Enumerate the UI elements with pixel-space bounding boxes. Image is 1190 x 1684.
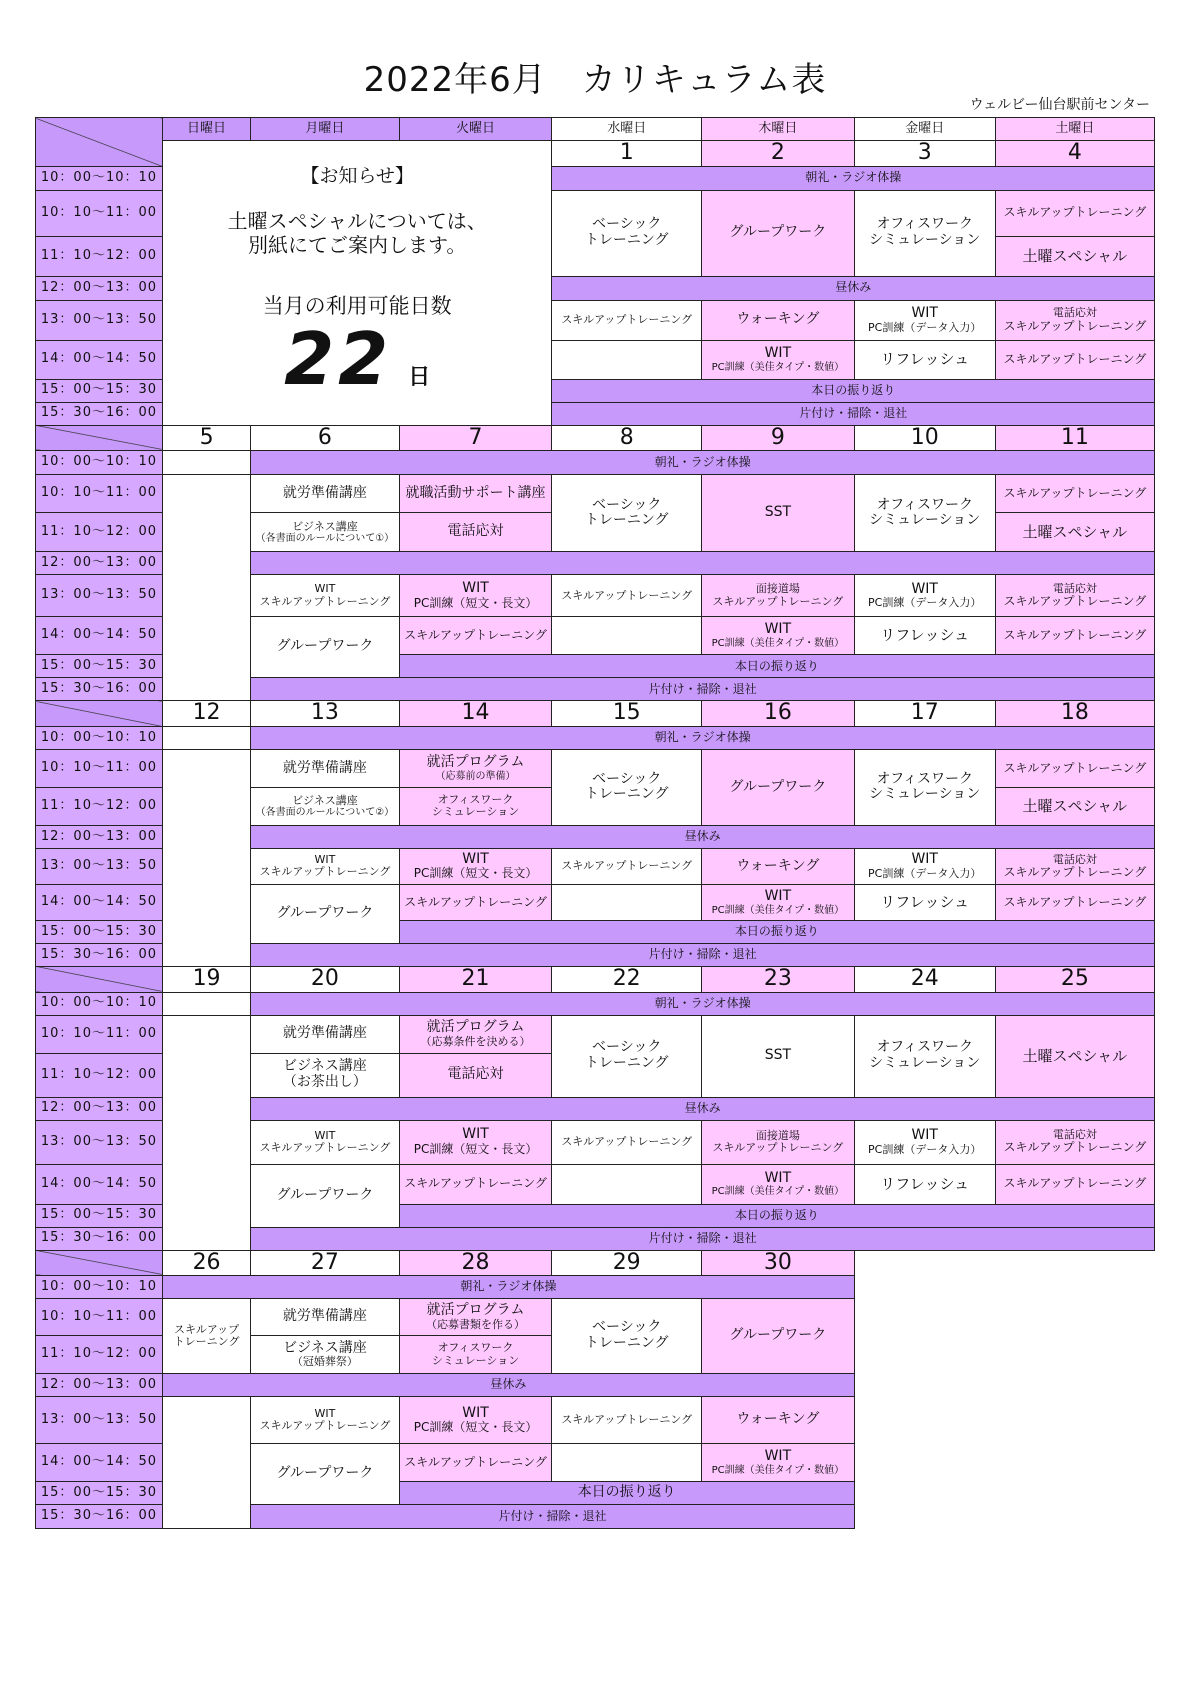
organization-name: ウェルビー仙台駅前センター	[969, 97, 1150, 113]
session-subtitle: PC訓練（短文・長文）	[413, 595, 538, 610]
cleanup: 片付け・掃除・退社	[251, 1227, 1155, 1250]
date-row	[36, 425, 1155, 451]
session-cell	[399, 749, 552, 787]
session-cell: 土曜スペシャル	[995, 236, 1154, 276]
session-title: ビジネス講座	[283, 1058, 367, 1075]
date-cell: 10	[854, 425, 995, 451]
time-label: 15：00〜15：30	[36, 920, 163, 943]
weekday-tue: 火曜日	[399, 118, 552, 141]
date-cell: 28	[399, 1250, 552, 1276]
session-cell	[251, 848, 399, 884]
lunch-break: 昼休み	[552, 276, 1155, 300]
date-cell: 9	[701, 425, 854, 451]
date-cell: 11	[995, 425, 1154, 451]
session-cell	[854, 1120, 995, 1164]
notice-box	[162, 141, 551, 426]
closed-day-cell	[162, 1397, 250, 1529]
session-cell: スキルアップトレーニング	[995, 884, 1154, 920]
session-cell	[995, 575, 1154, 617]
session-cell: スキルアップトレーニング	[995, 617, 1154, 655]
session-cell	[399, 1299, 552, 1336]
session-cell: ベーシック トレーニング	[552, 1299, 702, 1374]
session-subtitle: （各書面のルールについて②）	[255, 806, 395, 818]
date-cell: 8	[552, 425, 702, 451]
weekday-header-row	[36, 118, 1155, 141]
date-cell: 24	[854, 966, 995, 992]
session-subtitle: スキルアップトレーニング	[259, 1419, 391, 1433]
session-cell	[701, 884, 854, 920]
session-cell	[995, 1120, 1154, 1164]
closed-day-cell	[162, 749, 250, 966]
no-session-cell	[552, 1444, 702, 1482]
time-label: 15：30〜16：00	[36, 1505, 163, 1529]
session-cell: 土曜スペシャル	[995, 1015, 1154, 1097]
no-session-cell	[552, 340, 702, 379]
closed-day-cell	[162, 1015, 250, 1250]
lunch-break	[251, 552, 1155, 575]
session-title: WIT	[764, 1448, 792, 1465]
corner-cell	[36, 118, 163, 167]
date-cell: 17	[854, 701, 995, 727]
session-cell: グループワーク	[701, 749, 854, 825]
session-title: 面接道場	[755, 582, 800, 596]
corner-cell	[36, 425, 163, 451]
date-cell: 5	[162, 425, 250, 451]
available-days-label: 当月の利用可能日数	[262, 294, 452, 319]
session-subtitle: （応募書類を作る）	[426, 1317, 526, 1331]
date-cell: 23	[701, 966, 854, 992]
session-cell: 電話応対	[399, 1053, 552, 1097]
session-cell: 就労準備講座	[251, 749, 399, 787]
available-days-unit: 日	[408, 364, 431, 390]
date-cell: 25	[995, 966, 1154, 992]
session-cell	[399, 1397, 552, 1444]
session-cell: スキルアップトレーニング	[552, 848, 702, 884]
session-title: WIT	[314, 1406, 336, 1420]
session-subtitle: （お茶出し）	[282, 1074, 367, 1090]
session-cell: グループワーク	[701, 190, 854, 276]
morning-assembly: 朝礼・ラジオ体操	[251, 726, 1155, 749]
time-label: 10：10〜11：00	[36, 1299, 163, 1336]
corner-cell	[36, 1250, 163, 1276]
session-subtitle: PC訓練（美佳タイプ・数値）	[711, 1186, 845, 1198]
morning-assembly: 朝礼・ラジオ体操	[552, 166, 1155, 190]
session-title: WIT	[462, 1404, 489, 1421]
weekday-sat: 土曜日	[995, 118, 1154, 141]
session-title: WIT	[764, 887, 792, 904]
time-label: 10：10〜11：00	[36, 1015, 163, 1053]
time-label: 12：00〜13：00	[36, 552, 163, 575]
session-cell: スキルアップトレーニング	[399, 884, 552, 920]
no-session-cell	[552, 1164, 702, 1204]
date-cell: 29	[552, 1250, 702, 1276]
date-cell: 12	[162, 701, 250, 727]
session-cell: SST	[701, 1015, 854, 1097]
time-label: 10：00〜10：10	[36, 451, 163, 475]
time-label: 15：30〜16：00	[36, 402, 163, 425]
empty-cell	[162, 726, 250, 749]
session-cell: ベーシック トレーニング	[552, 1015, 702, 1097]
session-cell: 就職活動サポート講座	[399, 475, 552, 513]
session-subtitle: スキルアップトレーニング	[1003, 1140, 1147, 1155]
date-row	[36, 141, 1155, 167]
session-cell	[854, 300, 995, 340]
notice-line-1: 土曜スペシャルについては、	[227, 209, 487, 234]
session-cell: オフィスワーク シミュレーション	[854, 1015, 995, 1097]
session-subtitle: スキルアップトレーニング	[259, 865, 391, 879]
session-title: ビジネス講座	[283, 1339, 367, 1356]
daily-review: 本日の振り返り	[552, 379, 1155, 402]
session-subtitle: （応募条件を決める）	[420, 1034, 531, 1048]
time-label: 15：30〜16：00	[36, 678, 163, 701]
time-label: 12：00〜13：00	[36, 825, 163, 848]
date-cell: 2	[701, 141, 854, 167]
session-subtitle: （冠婚葬祭）	[291, 1355, 358, 1369]
date-row	[36, 966, 1155, 992]
empty-cell	[162, 992, 250, 1015]
time-label: 13：00〜13：50	[36, 300, 163, 340]
session-cell: ウォーキング	[701, 848, 854, 884]
date-row	[36, 1250, 1155, 1276]
time-label: 15：00〜15：30	[36, 655, 163, 678]
daily-review: 本日の振り返り	[399, 655, 1154, 678]
corner-cell	[36, 966, 163, 992]
page-title: 2022年6月 カリキュラム表	[363, 60, 827, 100]
session-title: 就活プログラム	[426, 1302, 525, 1319]
session-cell: スキルアップトレーニング	[552, 1397, 702, 1444]
available-days-value: 22	[284, 316, 393, 401]
time-label: 14：00〜14：50	[36, 340, 163, 379]
time-label: 12：00〜13：00	[36, 1097, 163, 1120]
session-cell: オフィスワーク シミュレーション	[854, 190, 995, 276]
session-subtitle: スキルアップトレーニング	[1003, 864, 1147, 879]
session-subtitle: PC訓練（短文・長文）	[413, 1420, 538, 1435]
time-label: 10：00〜10：10	[36, 726, 163, 749]
session-title: WIT	[314, 853, 336, 867]
date-cell: 6	[251, 425, 399, 451]
session-cell: リフレッシュ	[854, 617, 995, 655]
session-cell	[251, 787, 399, 825]
time-label: 10：00〜10：10	[36, 992, 163, 1015]
session-subtitle: （応募前の準備）	[435, 770, 516, 782]
session-subtitle: PC訓練（美佳タイプ・数値）	[711, 637, 845, 649]
no-session-cell	[552, 884, 702, 920]
session-title: WIT	[764, 1169, 792, 1186]
time-label: 15：30〜16：00	[36, 1227, 163, 1250]
session-subtitle: PC訓練（短文・長文）	[413, 866, 538, 881]
empty-cell	[162, 451, 250, 475]
session-cell: スキルアップトレーニング	[399, 1444, 552, 1482]
session-subtitle: PC訓練（データ入力）	[868, 1142, 982, 1156]
time-label: 11：10〜12：00	[36, 236, 163, 276]
session-cell: グループワーク	[251, 1444, 399, 1505]
session-cell: グループワーク	[251, 1164, 399, 1227]
session-cell: リフレッシュ	[854, 1164, 995, 1204]
date-cell: 21	[399, 966, 552, 992]
session-subtitle: PC訓練（美佳タイプ・数値）	[711, 904, 845, 916]
session-cell	[701, 617, 854, 655]
cleanup: 片付け・掃除・退社	[251, 1505, 855, 1529]
time-label: 11：10〜12：00	[36, 1336, 163, 1374]
time-label: 14：00〜14：50	[36, 884, 163, 920]
time-label: 12：00〜13：00	[36, 276, 163, 300]
session-cell	[251, 1336, 399, 1374]
time-label: 12：00〜13：00	[36, 1374, 163, 1397]
weekday-fri: 金曜日	[854, 118, 995, 141]
session-title: WIT	[911, 580, 938, 597]
session-subtitle: スキルアップトレーニング	[1003, 318, 1147, 333]
session-cell: スキルアップトレーニング	[995, 749, 1154, 787]
session-cell: スキルアップ トレーニング	[162, 1299, 250, 1374]
session-title: WIT	[911, 305, 938, 322]
session-subtitle: スキルアップトレーニング	[712, 1141, 844, 1154]
session-cell	[701, 340, 854, 379]
time-label: 13：00〜13：50	[36, 1397, 163, 1444]
date-cell: 26	[162, 1250, 250, 1276]
time-label: 15：00〜15：30	[36, 379, 163, 402]
session-cell: オフィスワーク シミュレーション	[399, 1336, 552, 1374]
session-title: WIT	[764, 621, 792, 638]
session-cell	[701, 575, 854, 617]
time-label: 13：00〜13：50	[36, 1120, 163, 1164]
session-title: 電話応対	[1052, 306, 1097, 320]
date-cell: 19	[162, 966, 250, 992]
session-cell: オフィスワーク シミュレーション	[854, 749, 995, 825]
date-cell: 3	[854, 141, 995, 167]
time-label: 14：00〜14：50	[36, 1164, 163, 1204]
session-cell	[399, 575, 552, 617]
weekday-mon: 月曜日	[251, 118, 399, 141]
session-cell: 就労準備講座	[251, 475, 399, 513]
cleanup: 片付け・掃除・退社	[552, 402, 1155, 425]
session-subtitle: （各書面のルールについて①）	[255, 532, 395, 544]
session-cell: 土曜スペシャル	[995, 787, 1154, 825]
cleanup: 片付け・掃除・退社	[251, 943, 1155, 966]
time-label: 10：10〜11：00	[36, 475, 163, 513]
time-label: 15：00〜15：30	[36, 1482, 163, 1505]
session-cell: スキルアップトレーニング	[995, 190, 1154, 236]
date-cell: 13	[251, 701, 399, 727]
time-label: 11：10〜12：00	[36, 1053, 163, 1097]
session-title: 面接道場	[755, 1128, 800, 1142]
session-cell	[399, 1015, 552, 1053]
morning-assembly: 朝礼・ラジオ体操	[162, 1276, 854, 1299]
notice-heading: 【お知らせ】	[300, 165, 414, 188]
time-label: 10：00〜10：10	[36, 1276, 163, 1299]
session-cell	[701, 1120, 854, 1164]
session-cell	[251, 575, 399, 617]
date-cell: 30	[701, 1250, 854, 1276]
date-cell: 1	[552, 141, 702, 167]
weekday-sun: 日曜日	[162, 118, 250, 141]
time-label: 13：00〜13：50	[36, 848, 163, 884]
weekday-wed: 水曜日	[552, 118, 702, 141]
session-cell	[251, 1053, 399, 1097]
session-cell: ウォーキング	[701, 1397, 854, 1444]
session-subtitle: スキルアップトレーニング	[259, 594, 391, 608]
session-cell	[995, 300, 1154, 340]
session-title: WIT	[462, 850, 489, 867]
date-cell: 7	[399, 425, 552, 451]
session-cell	[251, 1120, 399, 1164]
time-label: 14：00〜14：50	[36, 1444, 163, 1482]
session-cell	[701, 1164, 854, 1204]
lunch-break: 昼休み	[251, 825, 1155, 848]
curriculum-table	[35, 117, 1155, 1529]
time-label: 11：10〜12：00	[36, 513, 163, 552]
daily-review: 本日の振り返り	[399, 1482, 854, 1505]
weekday-thu: 木曜日	[701, 118, 854, 141]
date-cell: 18	[995, 701, 1154, 727]
session-cell: 就労準備講座	[251, 1299, 399, 1336]
daily-review: 本日の振り返り	[399, 920, 1154, 943]
lunch-break: 昼休み	[162, 1374, 854, 1397]
session-cell: オフィスワーク シミュレーション	[399, 787, 552, 825]
session-cell	[251, 513, 399, 552]
session-subtitle: スキルアップトレーニング	[259, 1141, 391, 1154]
session-cell	[854, 848, 995, 884]
session-title: 就活プログラム	[426, 1019, 525, 1035]
notice-line-2: 別紙にてご案内します。	[247, 233, 467, 258]
date-cell: 22	[552, 966, 702, 992]
corner-cell	[36, 701, 163, 727]
session-title: ビジネス講座	[292, 793, 358, 807]
session-cell: 土曜スペシャル	[995, 513, 1154, 552]
session-title: WIT	[764, 345, 792, 362]
session-cell: 電話応対	[399, 513, 552, 552]
cleanup: 片付け・掃除・退社	[251, 678, 1155, 701]
session-title: WIT	[314, 1128, 336, 1142]
morning-assembly: 朝礼・ラジオ体操	[251, 451, 1155, 475]
session-title: WIT	[462, 1126, 489, 1143]
session-title: WIT	[462, 580, 489, 597]
date-cell: 15	[552, 701, 702, 727]
session-cell: スキルアップトレーニング	[399, 1164, 552, 1204]
session-subtitle: PC訓練（美佳タイプ・数値）	[711, 361, 845, 373]
session-subtitle: スキルアップトレーニング	[1003, 594, 1147, 609]
session-cell: リフレッシュ	[854, 340, 995, 379]
time-label: 11：10〜12：00	[36, 787, 163, 825]
session-cell: オフィスワーク シミュレーション	[854, 475, 995, 552]
date-cell: 4	[995, 141, 1154, 167]
date-cell: 27	[251, 1250, 399, 1276]
session-cell: SST	[701, 475, 854, 552]
session-cell: グループワーク	[251, 884, 399, 943]
date-row	[36, 701, 1155, 727]
time-label: 10：10〜11：00	[36, 749, 163, 787]
session-cell: ベーシック トレーニング	[552, 475, 702, 552]
time-label: 10：00〜10：10	[36, 166, 163, 190]
session-title: WIT	[314, 582, 336, 596]
session-subtitle: PC訓練（美佳タイプ・数値）	[711, 1464, 845, 1476]
morning-assembly: 朝礼・ラジオ体操	[251, 992, 1155, 1015]
session-cell: ウォーキング	[701, 300, 854, 340]
session-subtitle: PC訓練（データ入力）	[868, 596, 982, 610]
time-label: 13：00〜13：50	[36, 575, 163, 617]
session-subtitle: PC訓練（短文・長文）	[413, 1142, 538, 1157]
session-title: ビジネス講座	[292, 519, 358, 533]
session-cell: スキルアップトレーニング	[995, 1164, 1154, 1204]
session-cell: スキルアップトレーニング	[552, 575, 702, 617]
session-title: 就活プログラム	[426, 753, 525, 770]
time-label: 14：00〜14：50	[36, 617, 163, 655]
session-title: 電話応対	[1052, 581, 1097, 595]
session-cell	[701, 1444, 854, 1482]
session-cell	[399, 1120, 552, 1164]
session-title: WIT	[911, 1127, 938, 1143]
session-cell	[854, 575, 995, 617]
session-cell: グループワーク	[701, 1299, 854, 1374]
session-title: 電話応対	[1052, 1128, 1097, 1142]
date-cell: 14	[399, 701, 552, 727]
session-cell	[995, 848, 1154, 884]
date-cell: 16	[701, 701, 854, 727]
session-cell: ベーシック トレーニング	[552, 749, 702, 825]
session-title: 電話応対	[1052, 852, 1097, 866]
time-label: 10：10〜11：00	[36, 190, 163, 236]
session-title: WIT	[911, 851, 938, 868]
session-subtitle: PC訓練（データ入力）	[868, 867, 982, 881]
session-cell: スキルアップトレーニング	[552, 1120, 702, 1164]
session-cell: グループワーク	[251, 617, 399, 678]
no-session-cell	[552, 617, 702, 655]
session-cell	[251, 1397, 399, 1444]
session-subtitle: スキルアップトレーニング	[712, 594, 844, 608]
session-cell	[399, 848, 552, 884]
session-cell: スキルアップトレーニング	[552, 300, 702, 340]
session-cell: スキルアップトレーニング	[399, 617, 552, 655]
session-cell: ベーシック トレーニング	[552, 190, 702, 276]
session-cell: スキルアップトレーニング	[995, 475, 1154, 513]
closed-day-cell	[162, 475, 250, 701]
blank-area	[854, 1250, 1154, 1529]
date-cell: 20	[251, 966, 399, 992]
time-label: 15：00〜15：30	[36, 1204, 163, 1227]
daily-review: 本日の振り返り	[399, 1204, 1154, 1227]
lunch-break: 昼休み	[251, 1097, 1155, 1120]
time-label: 15：30〜16：00	[36, 943, 163, 966]
session-cell: スキルアップトレーニング	[995, 340, 1154, 379]
session-cell: 就労準備講座	[251, 1015, 399, 1053]
session-cell: リフレッシュ	[854, 884, 995, 920]
session-subtitle: PC訓練（データ入力）	[868, 320, 982, 334]
